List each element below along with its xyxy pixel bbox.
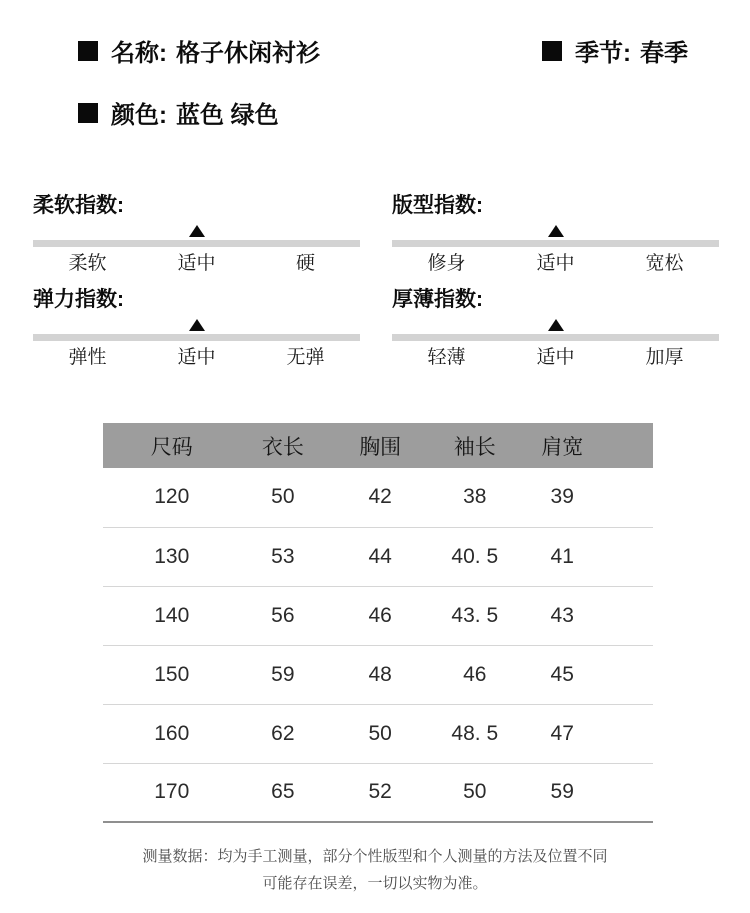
size-cell: 160 (103, 704, 241, 763)
size-cell: 43. 5 (435, 586, 514, 645)
size-table-header-cell: 袖长 (435, 423, 514, 468)
index-option: 轻薄 (427, 347, 466, 368)
triangle-marker-icon (189, 319, 205, 331)
size-cell: 62 (241, 704, 326, 763)
size-cell: 50 (241, 468, 326, 527)
size-cell: 40. 5 (435, 527, 514, 586)
index-options (33, 346, 360, 370)
measurement-note (0, 843, 750, 897)
size-cell: 43 (514, 586, 610, 645)
index-option: 硬 (295, 253, 315, 274)
size-table-row (103, 468, 653, 527)
triangle-marker-icon (548, 225, 564, 237)
size-table-filler-cell (610, 586, 653, 645)
index-block-fit (392, 194, 719, 276)
index-scale-bar (33, 334, 360, 341)
size-table-filler-cell (610, 468, 653, 527)
index-block-elasticity (33, 288, 360, 370)
field-value: 格子休闲衬衫 (176, 40, 320, 67)
index-option: 修身 (427, 253, 466, 274)
size-cell: 47 (514, 704, 610, 763)
size-cell: 120 (103, 468, 241, 527)
size-cell: 65 (241, 763, 326, 822)
size-cell: 59 (514, 763, 610, 822)
size-table-header-cell: 胸围 (325, 423, 435, 468)
size-cell: 50 (435, 763, 514, 822)
size-cell: 53 (241, 527, 326, 586)
size-cell: 56 (241, 586, 326, 645)
index-scale-bar (33, 240, 360, 247)
size-cell: 44 (325, 527, 435, 586)
triangle-marker-icon (548, 319, 564, 331)
product-name-field (78, 33, 320, 68)
product-color-field (78, 95, 279, 130)
size-cell: 52 (325, 763, 435, 822)
size-table-header-cell: 肩宽 (514, 423, 610, 468)
size-table-filler-cell (610, 704, 653, 763)
bullet-square-icon (78, 41, 98, 61)
size-cell: 45 (514, 645, 610, 704)
size-table-header-row (103, 423, 653, 468)
size-cell: 170 (103, 763, 241, 822)
product-season-field (542, 33, 688, 68)
index-option: 适中 (536, 347, 575, 368)
index-options (392, 346, 719, 370)
index-scale-bar (392, 240, 719, 247)
bullet-square-icon (78, 103, 98, 123)
index-block-thickness (392, 288, 719, 370)
size-table-filler-cell (610, 423, 653, 468)
size-cell: 48. 5 (435, 704, 514, 763)
size-table-header-cell: 衣长 (241, 423, 326, 468)
field-value: 蓝色 绿色 (176, 102, 279, 129)
index-options (33, 252, 360, 276)
size-table-filler-cell (610, 645, 653, 704)
size-cell: 46 (325, 586, 435, 645)
index-block-softness (33, 194, 360, 276)
size-table-row (103, 645, 653, 704)
index-option: 弹性 (68, 347, 107, 368)
size-cell: 140 (103, 586, 241, 645)
index-title: 弹力指数: (33, 288, 124, 311)
size-cell: 50 (325, 704, 435, 763)
index-option: 无弹 (286, 347, 325, 368)
size-table-filler-cell (610, 527, 653, 586)
index-option: 适中 (177, 347, 216, 368)
index-option: 加厚 (645, 347, 684, 368)
index-options (392, 252, 719, 276)
size-table-row (103, 763, 653, 822)
bullet-square-icon (542, 41, 562, 61)
size-cell: 150 (103, 645, 241, 704)
size-cell: 46 (435, 645, 514, 704)
index-option: 适中 (177, 253, 216, 274)
size-cell: 48 (325, 645, 435, 704)
field-label: 季节: (575, 40, 631, 67)
index-option: 适中 (536, 253, 575, 274)
size-cell: 39 (514, 468, 610, 527)
size-cell: 38 (435, 468, 514, 527)
triangle-marker-icon (189, 225, 205, 237)
size-cell: 59 (241, 645, 326, 704)
field-label: 颜色: (111, 102, 167, 129)
size-table-filler-cell (610, 763, 653, 822)
size-table-row (103, 527, 653, 586)
field-label: 名称: (111, 40, 167, 67)
size-cell: 42 (325, 468, 435, 527)
field-value: 春季 (640, 40, 688, 67)
size-cell: 41 (514, 527, 610, 586)
size-cell: 130 (103, 527, 241, 586)
size-table-row (103, 586, 653, 645)
index-title: 版型指数: (392, 194, 483, 217)
index-title: 柔软指数: (33, 194, 124, 217)
index-scale-bar (392, 334, 719, 341)
size-table-row (103, 704, 653, 763)
note-line: 可能存在误差，一切以实物为准。 (262, 875, 488, 892)
size-table-header-cell: 尺码 (103, 423, 241, 468)
note-line: 测量数据：均为手工测量，部分个性版型和个人测量的方法及位置不同 (142, 848, 608, 865)
index-title: 厚薄指数: (392, 288, 483, 311)
index-option: 柔软 (68, 253, 107, 274)
index-sliders-section (33, 194, 719, 370)
size-table (103, 423, 653, 823)
index-option: 宽松 (645, 253, 684, 274)
